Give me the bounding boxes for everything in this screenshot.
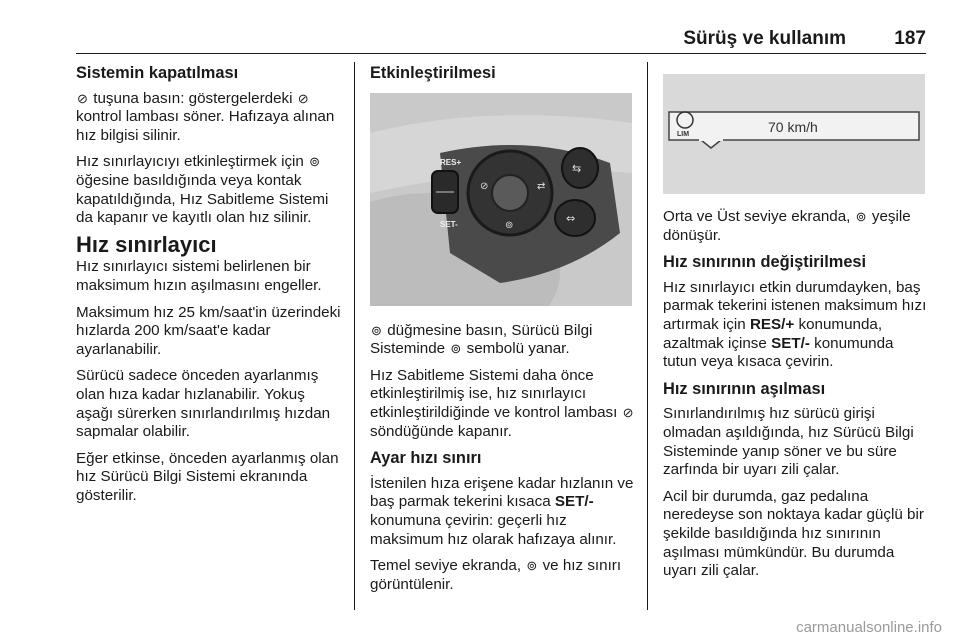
speed-limiter-off-icon: ⊘ (297, 90, 309, 106)
speed-limiter-icon: ⊚ (450, 341, 462, 357)
paragraph-display: Eğer etkinse, önceden ayarlanmış olan hız Sürücü Bilgi Sistemi ekranında gösterilir. (76, 449, 339, 504)
text-span: söndüğünde kapanır. (370, 422, 512, 440)
paragraph-emergency: Acil bir durumda, gaz pedalına neredeyse son noktaya kadar güçlü bir şekilde basıldığında hız sınırının aşılması mümkündür. Bu durumda uyarı zili çalar. (663, 487, 924, 580)
steering-wheel-controls-image (370, 93, 632, 306)
speed-limiter-icon: ⊚ (309, 154, 321, 170)
paragraph-off-button (76, 90, 344, 146)
page-title: Sürüş ve kullanım (683, 28, 846, 49)
paragraph-intro: Hız sınırlayıcı sistemi belirlenen bir maksimum hızın aşılmasını engeller. (76, 258, 322, 294)
heading-activation: Etkinleştirilmesi (370, 64, 496, 82)
set-minus-label: SET/- (771, 334, 810, 352)
paragraph-exceed-warning: Sınırlandırılmış hız sürücü girişi olmadan aşıldığında, hız Sürücü Bilgi Sisteminde yanıp söner ve bu süre zarfında bir uyarı zili çalar. (663, 405, 914, 479)
speed-limiter-icon: ⊚ (526, 558, 538, 574)
driver-info-display-image (663, 74, 925, 194)
paragraph-base-display (370, 557, 635, 594)
column-2 (370, 64, 635, 602)
heading-speed-limit-setting: Ayar hızı sınırı (370, 449, 482, 468)
display-speed-value: 70 km/h (768, 119, 818, 135)
text-span: sembolü yanar. (466, 340, 570, 358)
text-span: Orta ve Üst seviye ekranda, (663, 208, 851, 225)
paragraph-cruise-interaction (370, 367, 635, 441)
watermark: carmanualsonline.info (796, 619, 942, 636)
text-span: konumuna çevirin: geçerli hız maksimum hız olarak hafızaya alınır. (370, 511, 617, 548)
paragraph-max-speed: Maksimum hız 25 km/saat'in üzerindeki hızlarda 200 km/saat'e kadar ayarlanabilir. (76, 303, 341, 358)
text-span: Hız sınırlayıcıyı etkinleştirmek için (76, 153, 304, 171)
cruise-icon: ⊘ (480, 180, 489, 192)
column-1 (76, 64, 344, 513)
text-span: Hız Sabitleme Sistemi daha önce etkinleştirilmiş ise, hız sınırlayıcı etkinleştirildiğinde ve kontrol lambası (370, 366, 618, 421)
paragraph-mid-upper-display (663, 208, 928, 245)
text-span: tuşuna basın: göstergelerdeki (93, 89, 293, 107)
speed-limiter-off-icon: ⊘ (77, 90, 88, 106)
page-header (76, 26, 926, 52)
text-span: yeşile dönüşür. (663, 208, 911, 244)
paragraph-press-button (370, 322, 635, 359)
heading-change-limit: Hız sınırının değiştirilmesi (663, 253, 867, 272)
paragraph-acceleration: Sürücü sadece önceden ayarlanmış olan hıza kadar hızlanabilir. Yokuş aşağı sürerken sınırlandırılmış hızdan sapmalar olabilir. (76, 367, 331, 441)
heading-exceed-limit: Hız sınırının aşılması (663, 379, 826, 398)
text-span: düğmesine basın, Sürücü Bilgi Sisteminde (370, 321, 593, 358)
paragraph-set-speed (370, 475, 635, 549)
display-lim-label: LIM (677, 131, 690, 138)
text-span: İstenilen hıza erişene kadar hızlanın ve baş parmak tekerini kısaca (370, 474, 634, 511)
column-divider-1 (354, 62, 355, 610)
text-span: Temel seviye ekranda, (370, 557, 522, 575)
column-divider-2 (647, 62, 648, 610)
text-span: konumunda tutun veya kısaca çevirin. (663, 334, 894, 371)
res-label: RES+ (440, 157, 462, 167)
limiter-icon: ⊚ (505, 219, 514, 231)
header-rule (76, 53, 926, 54)
distance-icon: ⇄ (537, 180, 546, 192)
text-span: Hız sınırlayıcı etkin durumdayken, baş parmak tekerini istenen maksimum hızı artırmak için (663, 278, 927, 333)
text-span: öğesine basıldığında veya kontak kapatıldığında, Hız Sabitleme Sistemi da kapanır ve kayıtlı olan hız silinir. (76, 171, 329, 227)
paragraph-change-limit (663, 279, 928, 372)
text-span: kontrol lambası söner. Hafızaya alınan hız bilgisi silinir. (76, 108, 335, 144)
res-plus-label: RES/+ (749, 315, 795, 333)
set-minus-label: SET/- (554, 493, 594, 511)
set-label: SET- (440, 219, 458, 229)
heading-speed-limiter: Hız sınırlayıcı (76, 231, 217, 257)
car-icon: ⇔ (566, 211, 576, 225)
forward-collision-icon: ⇆ (572, 161, 582, 175)
speed-limiter-off-icon: ⊘ (622, 404, 634, 420)
paragraph-ignition (76, 153, 344, 227)
text-span: ve hız sınırı görüntülenir. (370, 557, 622, 593)
heading-shutdown: Sistemin kapatılması (76, 64, 239, 82)
speed-limiter-icon: ⊚ (855, 209, 867, 224)
speed-limiter-icon: ⊚ (371, 322, 382, 338)
page-number: 187 (894, 28, 926, 49)
text-span: konumunda, azaltmak içinse (663, 315, 883, 352)
column-3 (663, 64, 928, 589)
